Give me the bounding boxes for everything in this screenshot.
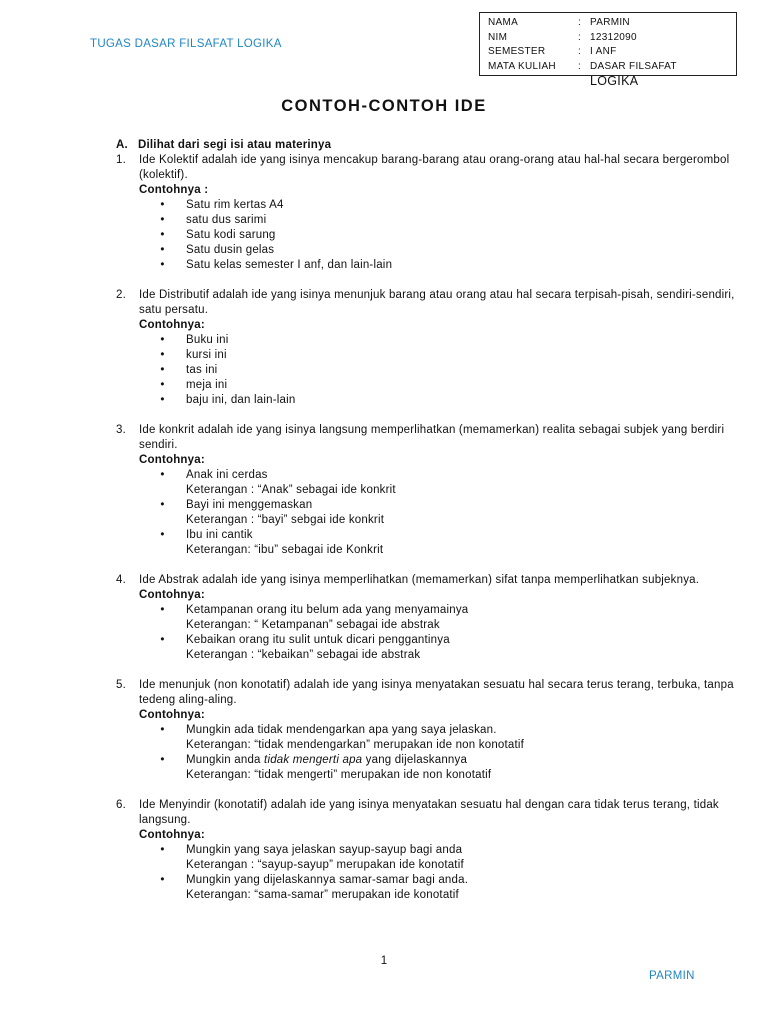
item-definition: Ide menunjuk (non konotatif) adalah ide yang isinya menyatakan sesuatu hal secara terus terang, terbuka, tanpa tedeng aling-aling. [139,679,734,706]
example-text [186,843,736,858]
example-text-main: Satu rim kertas A4 [186,199,284,211]
list-item [116,678,736,783]
example-note: Keterangan : “bayi” sebgai ide konkrit [186,514,385,526]
list-item [116,423,736,558]
example-text-main: Ibu ini cantik [186,529,253,541]
example-item [139,753,736,783]
example-text-main: Anak ini cerdas [186,469,268,481]
example-content [186,873,736,903]
identity-value-text: DASAR FILSAFAT [590,60,677,72]
example-text-main: tas ini [186,364,218,376]
example-content [186,333,736,348]
examples-label: Contohnya : [139,184,209,196]
example-note: Keterangan: “tidak mendengarkan” merupakan ide non konotatif [186,739,525,751]
example-text [186,468,736,483]
examples-label: Contohnya: [139,589,205,601]
identity-colon: : [578,17,582,28]
identity-colon: : [578,60,582,72]
examples-label: Contohnya: [139,829,205,841]
identity-row-nama [488,16,728,31]
example-content [186,633,736,663]
bullet-icon: • [160,634,165,646]
identity-row-mata-kuliah [488,60,728,88]
examples-list [139,198,736,273]
item-definition: Ide konkrit adalah ide yang isinya langsung memperlihatkan (memamerkan) realita sebagai subjek yang berdiri sendiri. [139,424,725,451]
item-spacer [116,273,736,288]
identity-value: I ANF [590,46,617,57]
item-body [139,423,736,558]
item-definition: Ide Abstrak adalah ide yang isinya memperlihatkan (memamerkan) sifat tanpa memperlihatkan subjeknya. [139,574,700,586]
section-heading-text: Dilihat dari segi isi atau materinya [138,139,332,151]
example-text [186,633,736,648]
example-item [139,243,736,258]
example-item [139,258,736,273]
example-content [186,363,736,378]
example-content [186,393,736,408]
example-item [139,498,736,528]
item-list [116,153,736,903]
example-content [186,378,736,393]
item-definition: Ide Distributif adalah ide yang isinya menunjuk barang atau orang atau hal secara terpisah-pisah, sendiri-sendiri, satu persatu. [139,289,735,316]
example-note: Keterangan: “ibu” sebagai ide Konkrit [186,544,384,556]
example-text [186,243,736,258]
item-definition: Ide Menyindir (konotatif) adalah ide yang isinya menyatakan sesuatu hal dengan cara tidak terus terang, tidak langsung. [139,799,719,826]
example-text [186,333,736,348]
example-content [186,723,736,753]
example-item [139,213,736,228]
list-item [116,288,736,408]
page-number: 1 [380,955,388,967]
example-content [186,258,736,273]
document-body [116,138,736,903]
example-text-main: Mungkin ada tidak mendengarkan apa yang saya jelaskan. [186,724,497,736]
item-body [139,798,736,903]
example-content [186,528,736,558]
bullet-icon: • [160,349,165,361]
example-item [139,378,736,393]
example-content [186,243,736,258]
example-text-main: satu dus sarimi [186,214,267,226]
identity-value: 12312090 [590,31,637,43]
examples-list [139,723,736,783]
example-item [139,528,736,558]
example-text [186,348,736,363]
example-content [186,753,736,783]
identity-label: SEMESTER [488,46,546,57]
bullet-icon: • [160,469,165,481]
identity-value: PARMIN [590,17,630,28]
example-item [139,333,736,348]
examples-list [139,843,736,903]
item-body [139,678,736,783]
example-text [186,873,736,888]
section-heading [116,138,736,153]
example-text-main: Satu dusin gelas [186,244,275,256]
bullet-icon: • [160,364,165,376]
example-text [186,228,736,243]
bullet-icon: • [160,604,165,616]
identity-colon: : [578,31,582,43]
example-text-main: Bayi ini menggemaskan [186,499,313,511]
example-item [139,393,736,408]
list-item [116,573,736,663]
example-content [186,843,736,873]
example-text-main: meja ini [186,379,228,391]
item-spacer [116,783,736,798]
student-identity-box [479,12,737,88]
bullet-icon: • [160,844,165,856]
bullet-icon: • [160,754,165,766]
identity-value [590,60,728,88]
example-text [186,363,736,378]
example-text [186,198,736,213]
bullet-icon: • [160,394,165,406]
example-text-main: Kebaikan orang itu sulit untuk dicari penggantinya [186,634,450,646]
example-text-main: Satu kelas semester I anf, dan lain-lain [186,259,393,271]
example-text-main: Mungkin yang dijelaskannya samar-samar bagi anda. [186,874,469,886]
example-text [186,213,736,228]
example-item [139,348,736,363]
example-note: Keterangan: “ Ketampanan” sebagai ide abstrak [186,619,440,631]
section-letter: A. [116,139,128,151]
example-item [139,198,736,213]
list-item [116,798,736,903]
example-item [139,843,736,873]
bullet-icon: • [160,334,165,346]
item-spacer [116,663,736,678]
footer-author: PARMIN [649,970,695,982]
example-text [186,393,736,408]
example-item [139,633,736,663]
bullet-icon: • [160,199,165,211]
page-title: CONTOH-CONTOH IDE [281,97,487,115]
item-body [139,573,736,663]
examples-label: Contohnya: [139,454,205,466]
example-text-main: Ketampanan orang itu belum ada yang menyamainya [186,604,469,616]
example-item [139,468,736,498]
identity-row-nim [488,31,728,46]
item-number: 4. [116,574,126,586]
example-content [186,228,736,243]
example-content [186,603,736,633]
example-content [186,498,736,528]
example-text [186,378,736,393]
example-text-italic: tidak mengerti apa [264,754,363,766]
examples-label: Contohnya: [139,709,205,721]
item-number: 1. [116,154,126,166]
identity-row-semester [488,45,728,60]
example-note: Keterangan : “Anak” sebagai ide konkrit [186,484,396,496]
bullet-icon: • [160,214,165,226]
example-text-main: Mungkin anda [186,754,265,766]
example-text [186,258,736,273]
identity-value-emphasis: LOGIKA [590,74,639,88]
bullet-icon: • [160,379,165,391]
example-text-main: Buku ini [186,334,229,346]
example-text-main: Mungkin yang saya jelaskan sayup-sayup bagi anda [186,844,463,856]
example-content [186,468,736,498]
identity-label: MATA KULIAH [488,60,556,72]
example-item [139,603,736,633]
bullet-icon: • [160,874,165,886]
example-text-main: Satu kodi sarung [186,229,276,241]
bullet-icon: • [160,529,165,541]
example-note: Keterangan : “sayup-sayup” merupakan ide konotatif [186,859,464,871]
example-text-main: baju ini, dan lain-lain [186,394,296,406]
identity-colon: : [578,46,582,57]
item-body [139,153,736,273]
example-item [139,363,736,378]
bullet-icon: • [160,244,165,256]
examples-list [139,468,736,558]
example-note: Keterangan: “sama-samar” merupakan ide konotatif [186,889,459,901]
example-note: Keterangan : “kebaikan” sebagai ide abstrak [186,649,421,661]
course-header-title: TUGAS DASAR FILSAFAT LOGIKA [90,38,282,50]
bullet-icon: • [160,499,165,511]
bullet-icon: • [160,724,165,736]
example-text-after: yang dijelaskannya [362,754,468,766]
item-spacer [116,558,736,573]
example-text-main: kursi ini [186,349,227,361]
example-text [186,753,736,768]
example-item [139,723,736,753]
example-text [186,528,736,543]
item-definition: Ide Kolektif adalah ide yang isinya mencakup barang-barang atau orang-orang atau hal-hal secara bergerombol (kolektif). [139,154,730,181]
example-note: Keterangan: “tidak mengerti” merupakan ide non konotatif [186,769,492,781]
examples-list [139,603,736,663]
example-content [186,213,736,228]
item-number: 3. [116,424,126,436]
bullet-icon: • [160,229,165,241]
example-content [186,198,736,213]
identity-label: NIM [488,31,508,43]
example-text [186,498,736,513]
example-content [186,348,736,363]
item-number: 2. [116,289,126,301]
item-spacer [116,408,736,423]
example-text [186,603,736,618]
bullet-icon: • [160,259,165,271]
identity-label: NAMA [488,17,519,28]
item-body [139,288,736,408]
examples-list [139,333,736,408]
example-item [139,873,736,903]
example-text [186,723,736,738]
item-number: 6. [116,799,126,811]
item-number: 5. [116,679,126,691]
examples-label: Contohnya: [139,319,205,331]
example-item [139,228,736,243]
list-item [116,153,736,273]
